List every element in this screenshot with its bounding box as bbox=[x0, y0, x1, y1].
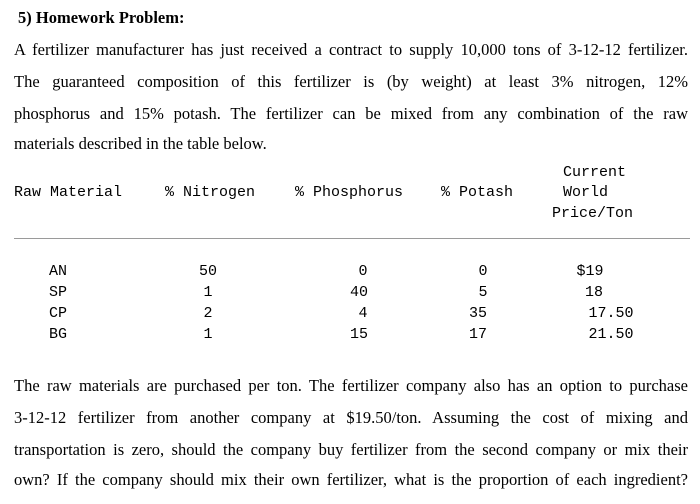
header-price-line-3: Price/Ton bbox=[552, 205, 634, 222]
cell-price: 17.50 bbox=[588, 305, 634, 322]
intro-line-4: materials described in the table below. bbox=[14, 134, 267, 153]
cell-nitrogen: 1 bbox=[203, 284, 213, 301]
cell-material: SP bbox=[48, 284, 67, 301]
cell-price: $19 bbox=[576, 263, 604, 280]
closing-line-3: transportation is zero, should the company buy fertilizer from the second company or mix their bbox=[14, 440, 688, 459]
cell-phosphorus: 15 bbox=[349, 326, 368, 343]
cell-price: 18 bbox=[584, 284, 603, 301]
cell-potash: 17 bbox=[468, 326, 487, 343]
intro-line-3: phosphorus and 15% potash. The fertilizer can be mixed from any combination of the raw bbox=[14, 104, 688, 123]
header-potash: % Potash bbox=[441, 184, 514, 201]
header-raw-material: Raw Material bbox=[14, 184, 123, 201]
closing-line-2: 3-12-12 fertilizer from another company at $19.50/ton. Assuming the cost of mixing and bbox=[14, 408, 688, 427]
cell-phosphorus: 0 bbox=[358, 263, 368, 280]
cell-phosphorus: 40 bbox=[349, 284, 368, 301]
header-price-line-1: Current bbox=[563, 164, 627, 181]
header-phosphorus: % Phosphorus bbox=[295, 184, 404, 201]
cell-potash: 0 bbox=[478, 263, 488, 280]
cell-material: CP bbox=[48, 305, 67, 322]
cell-nitrogen: 1 bbox=[203, 326, 213, 343]
closing-line-4: own? If the company should mix their own fertilizer, what is the proportion of each ingredient? bbox=[14, 470, 688, 489]
cell-material: AN bbox=[48, 263, 67, 280]
cell-price: 21.50 bbox=[588, 326, 634, 343]
cell-potash: 5 bbox=[478, 284, 488, 301]
header-price-line-2: World bbox=[563, 184, 609, 201]
table-header-rule bbox=[14, 238, 690, 239]
cell-material: BG bbox=[48, 326, 67, 343]
closing-line-1: The raw materials are purchased per ton. The fertilizer company also has an option to purchase bbox=[14, 376, 688, 395]
header-nitrogen: % Nitrogen bbox=[165, 184, 256, 201]
cell-nitrogen: 2 bbox=[203, 305, 213, 322]
problem-heading: 5) Homework Problem: bbox=[18, 8, 185, 27]
cell-potash: 35 bbox=[468, 305, 487, 322]
intro-line-1: A fertilizer manufacturer has just received a contract to supply 10,000 tons of 3-12-12 fertilizer. bbox=[14, 40, 688, 59]
cell-nitrogen: 50 bbox=[198, 263, 217, 280]
cell-phosphorus: 4 bbox=[358, 305, 368, 322]
intro-line-2: The guaranteed composition of this fertilizer is (by weight) at least 3% nitrogen, 12% bbox=[14, 72, 688, 91]
